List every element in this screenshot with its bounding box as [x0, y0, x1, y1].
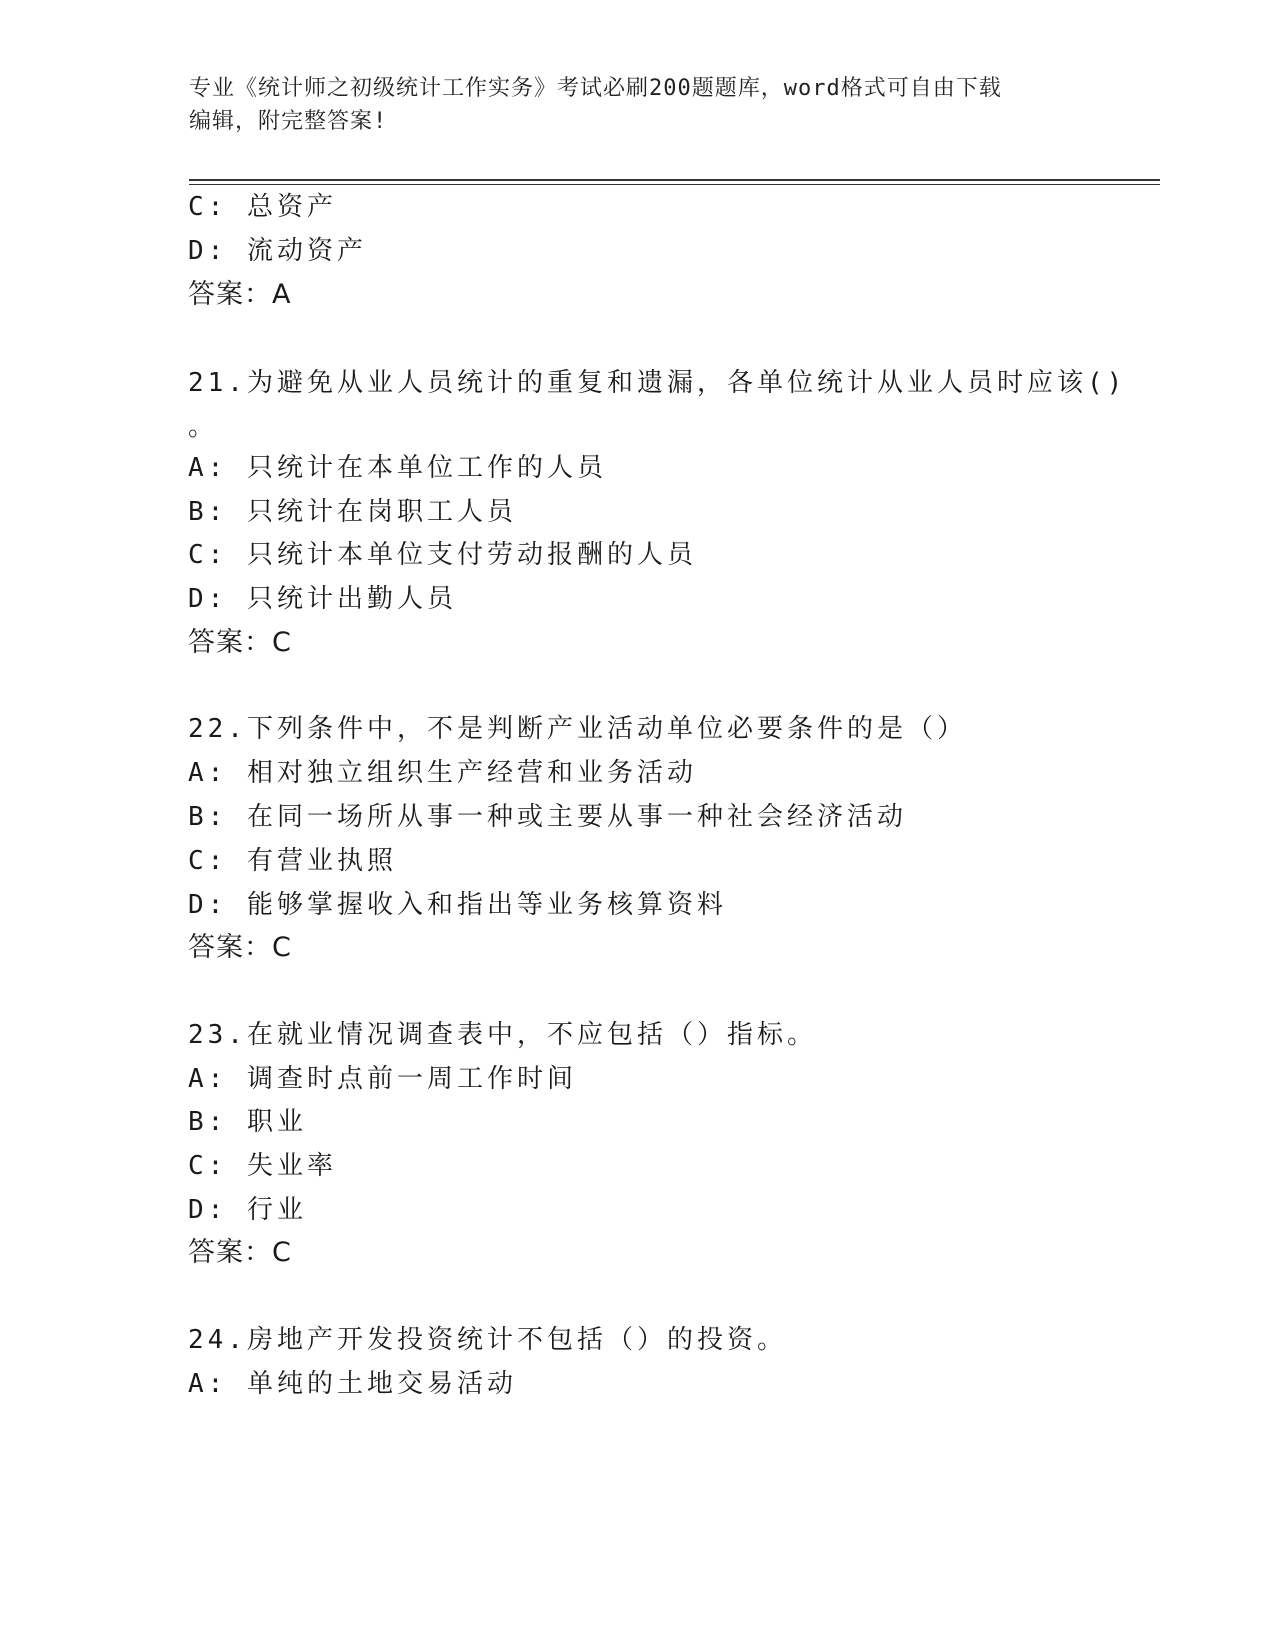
option-b-q22: B: 在同一场所从事一种或主要从事一种社会经济活动	[188, 802, 907, 832]
option-a-q24: A: 单纯的土地交易活动	[188, 1369, 517, 1399]
option-d-q20: D: 流动资产	[188, 236, 367, 266]
option-d-q22: D: 能够掌握收入和指出等业务核算资料	[188, 890, 727, 920]
question-22: 22.下列条件中，不是判断产业活动单位必要条件的是（）	[188, 714, 967, 744]
header-title-line-2: 编辑，附完整答案!	[189, 109, 388, 134]
answer-q23: 答案：C	[188, 1237, 292, 1268]
header-divider-thin	[189, 184, 1160, 185]
option-b-q23: B: 职业	[188, 1107, 307, 1137]
option-c-q22: C: 有营业执照	[188, 846, 397, 876]
option-c-q20: C: 总资产	[188, 192, 337, 222]
question-21-continuation: 。	[188, 412, 219, 442]
header-title-line-1: 专业《统计师之初级统计工作实务》考试必刷200题题库，word格式可自由下载	[189, 76, 1002, 101]
question-21: 21.为避免从业人员统计的重复和遗漏，各单位统计从业人员时应该()	[188, 368, 1127, 398]
question-24: 24.房地产开发投资统计不包括（）的投资。	[188, 1325, 787, 1355]
option-c-q21: C: 只统计本单位支付劳动报酬的人员	[188, 540, 697, 570]
option-a-q22: A: 相对独立组织生产经营和业务活动	[188, 758, 697, 788]
option-a-q21: A: 只统计在本单位工作的人员	[188, 453, 607, 483]
answer-q21: 答案：C	[188, 627, 292, 658]
option-a-q23: A: 调查时点前一周工作时间	[188, 1064, 577, 1094]
option-d-q23: D: 行业	[188, 1195, 307, 1225]
option-c-q23: C: 失业率	[188, 1151, 337, 1181]
answer-q20: 答案：A	[188, 279, 292, 310]
header-divider-thick	[189, 179, 1160, 181]
document-header	[189, 72, 1089, 138]
answer-q22: 答案：C	[188, 932, 292, 963]
option-b-q21: B: 只统计在岗职工人员	[188, 497, 517, 527]
question-23: 23.在就业情况调查表中，不应包括（）指标。	[188, 1020, 817, 1050]
option-d-q21: D: 只统计出勤人员	[188, 584, 457, 614]
